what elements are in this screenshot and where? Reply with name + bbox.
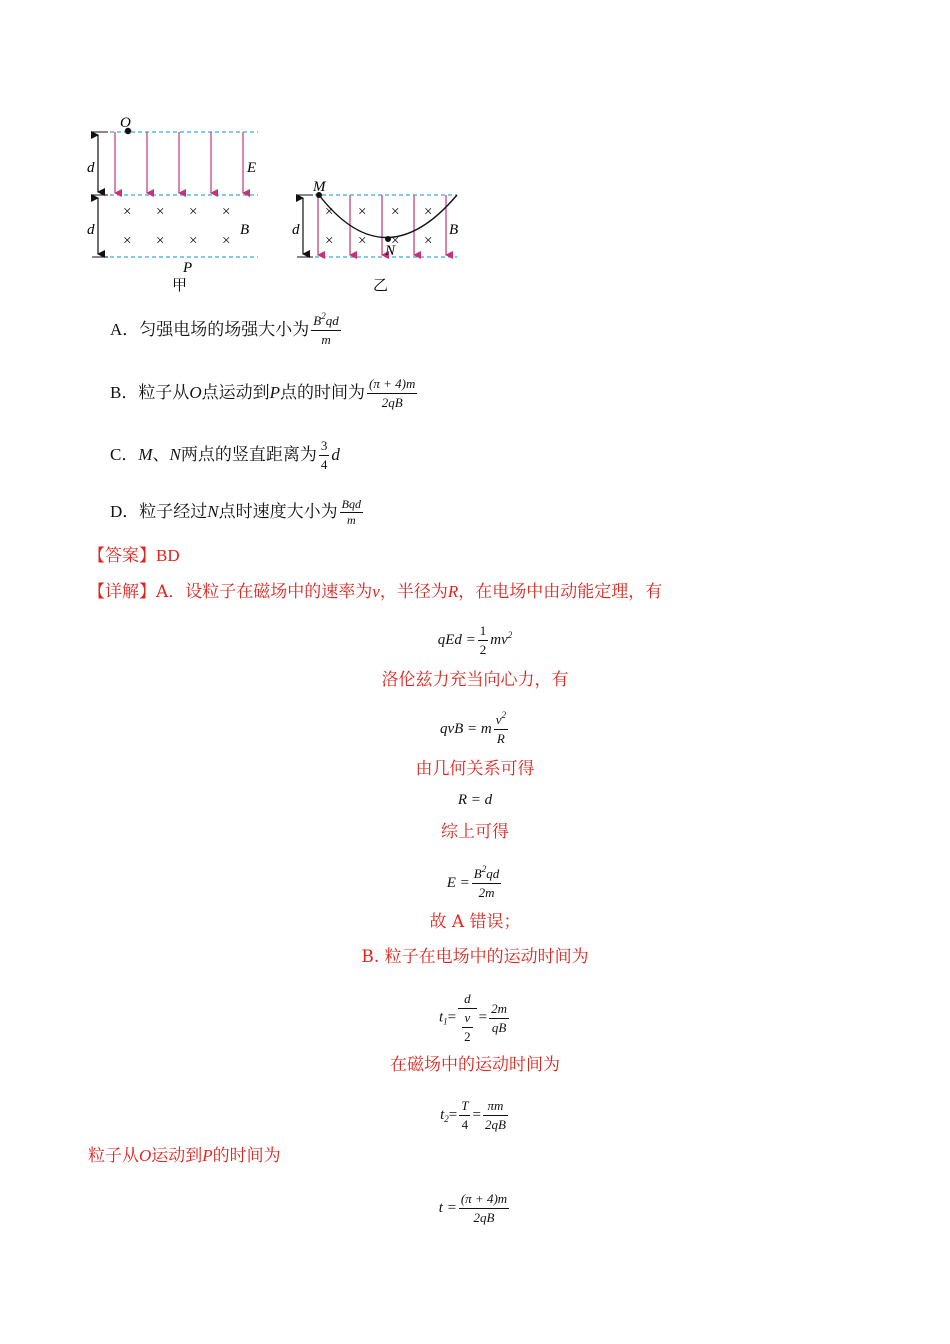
option-c-fraction: $\frac{3}{4}$: [320, 438, 328, 472]
equation-5: $t_1=$ $\frac{d}{\frac{v}{2}}$ = $\frac{2m}{qB}$: [439, 991, 507, 1044]
b-label: B: [240, 222, 250, 238]
b-field-cross: ×: [358, 204, 367, 220]
b-field-cross: ×: [123, 233, 132, 249]
option-b-fraction: $\frac{(\pi + 4)m}{2qB}$: [369, 376, 416, 410]
b-field-cross: ×: [123, 204, 132, 220]
line-magnetic: 在磁场中的运动时间为: [390, 1055, 560, 1075]
option-a-label: A．: [110, 320, 140, 339]
d-label-upper: d: [87, 160, 95, 176]
option-d: D．粒子经过N点时速度大小为 $\frac{\text{Bqd}}{m}$: [110, 497, 361, 527]
b-field-cross: ×: [156, 233, 165, 249]
p-label: P: [183, 260, 193, 276]
b-field-cross: ×: [325, 233, 334, 249]
answer-label: 【答案】: [88, 546, 156, 566]
figure-caption-yi: 乙: [373, 278, 389, 294]
equation-6: $t_2=$ $\frac{T}{4}$ = $\frac{\pi m}{2qB}$: [440, 1098, 506, 1132]
line-a-wrong: 故 A 错误；: [429, 912, 521, 932]
equation-7: t = $\frac{(\pi + 4)m}{2qB}$: [438, 1191, 508, 1225]
b-field-cross: ×: [391, 233, 400, 249]
detail-intro: 【详解】A．设粒子在磁场中的速率为v，半径为R，在电场中由动能定理，有: [88, 582, 663, 602]
o-label: O: [120, 115, 131, 131]
option-a-text: 匀强电场的场强大小为: [139, 320, 310, 340]
answer-line: [88, 545, 180, 567]
figure-caption-jia: 甲: [172, 278, 188, 294]
b-field-cross: ×: [222, 233, 231, 249]
equation-1: qEd = $\frac{1}{2}$ $mv^2$: [437, 623, 513, 657]
option-d-label: D．: [110, 502, 140, 521]
line-geometry: 由几何关系可得: [415, 759, 535, 779]
equation-4: E = $\frac{B^2qd}{2m}$: [446, 864, 500, 900]
equation-2: qvB = m $\frac{v^2}{R}$: [439, 710, 507, 746]
answer-value: BD: [156, 546, 180, 565]
option-a: [110, 312, 343, 349]
b-field-cross: ×: [222, 204, 231, 220]
line-summary: 综上可得: [441, 822, 509, 842]
equation-3: R = d: [457, 792, 493, 808]
m-label: M: [313, 179, 326, 195]
b-field-cross: ×: [189, 204, 198, 220]
option-b-label: B．: [110, 383, 139, 402]
option-b: B．粒子从O点运动到P点的时间为 $\frac{(\pi + 4)m}{2qB}$: [110, 376, 416, 410]
b-field-cross: ×: [325, 204, 334, 220]
trajectory-curve: [319, 195, 457, 238]
detail-label: 【详解】: [88, 582, 156, 602]
line-lorentz: 洛伦兹力充当向心力，有: [381, 670, 569, 690]
figure-yi: [285, 170, 475, 295]
option-a-fraction: $\frac{B^2qd}{m}$: [313, 311, 339, 347]
line-total: 粒子从O运动到P的时间为: [88, 1146, 281, 1166]
d-label: d: [292, 222, 300, 238]
point-n: [385, 236, 391, 242]
b-field-cross: ×: [358, 233, 367, 249]
line-b-intro: B. 粒子在电场中的运动时间为: [361, 947, 589, 967]
b-label: B: [449, 222, 459, 238]
b-field-cross: ×: [424, 233, 433, 249]
option-c-label: C．: [110, 445, 139, 464]
b-field-cross: ×: [424, 204, 433, 220]
e-label: E: [247, 160, 257, 176]
option-d-fraction: $\frac{\text{Bqd}}{m}$: [341, 497, 361, 527]
figure-jia: [80, 110, 280, 295]
d-label-lower: d: [87, 222, 95, 238]
n-label: N: [385, 243, 396, 259]
b-field-cross: ×: [156, 204, 165, 220]
b-field-cross: ×: [189, 233, 198, 249]
b-field-cross: ×: [391, 204, 400, 220]
option-c: C．M、N两点的竖直距离为 $\frac{3}{4}$ d: [110, 438, 340, 472]
